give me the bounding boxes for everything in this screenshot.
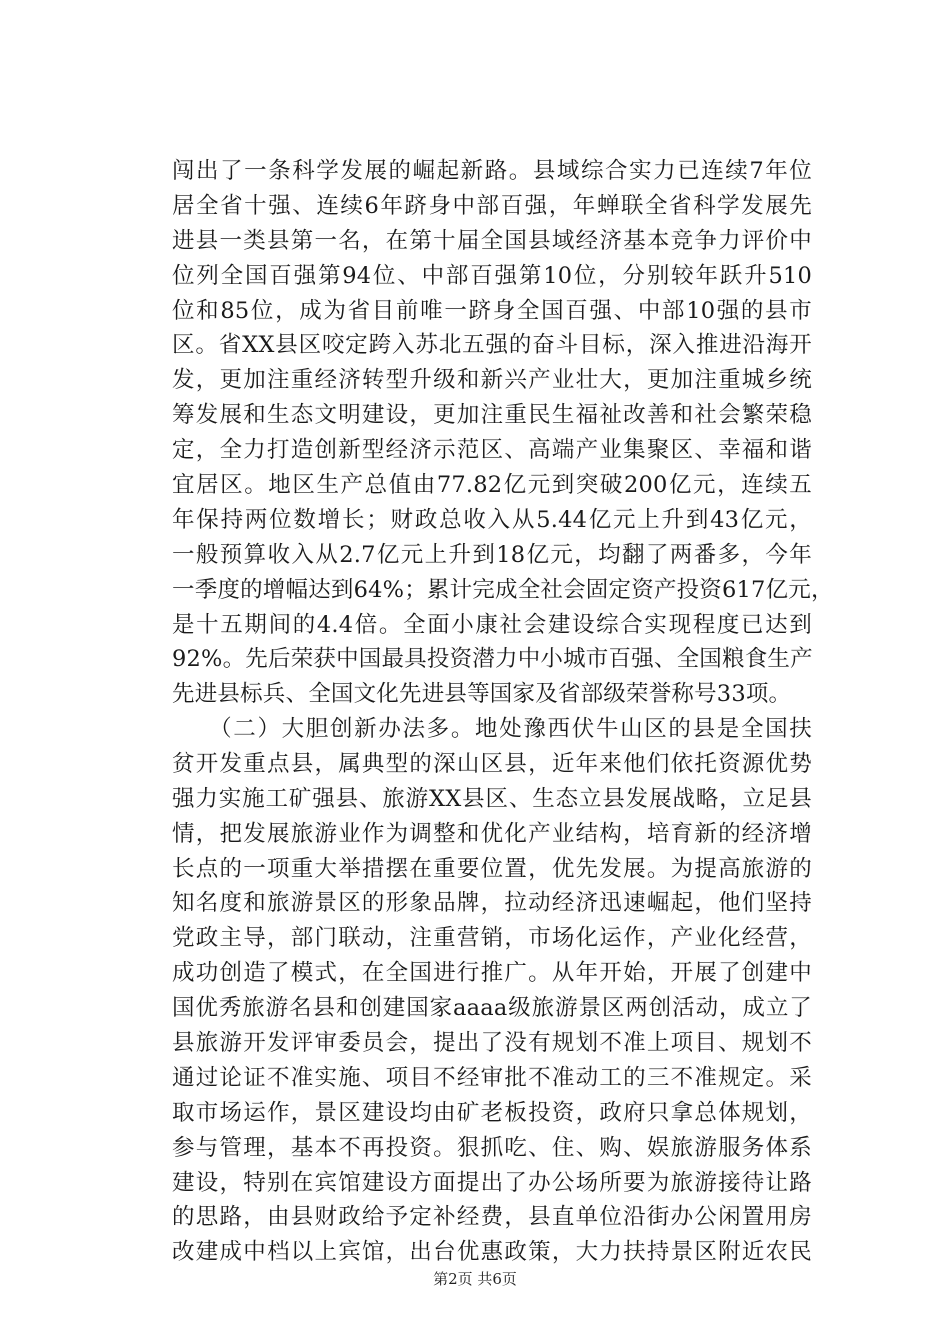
paragraph-2 — [172, 712, 812, 1270]
text-line: 强力实施工矿强县、旅游XX县区、生态立县发展战略，立足县 — [172, 785, 812, 812]
text-line: 先进县标兵、全国文化先进县等国家及省部级荣誉称号33项。 — [172, 681, 792, 708]
text-line: 是十五期间的4.4倍。全面小康社会建设综合实现程度已达到 — [172, 611, 812, 638]
paragraph-1 — [172, 154, 834, 712]
text-line: 取市场运作，景区建设均由矿老板投资，政府只拿总体规划， — [172, 1099, 812, 1126]
text-line: 进县一类县第一名，在第十届全国县域经济基本竞争力评价中 — [172, 227, 812, 254]
text-line: 宜居区。地区生产总值由77.82亿元到突破200亿元，连续五 — [172, 472, 812, 499]
text-line: 改建成中档以上宾馆，出台优惠政策，大力扶持景区附近农民 — [172, 1239, 812, 1266]
text-line: 国优秀旅游名县和创建国家aaaa级旅游景区两创活动，成立了 — [172, 995, 812, 1022]
text-line: 定，全力打造创新型经济示范区、高端产业集聚区、幸福和谐 — [172, 437, 812, 464]
page-footer — [0, 1268, 950, 1289]
text-line: 年保持两位数增长；财政总收入从5.44亿元上升到43亿元， — [172, 506, 812, 533]
text-line: 通过论证不准实施、项目不经审批不准动工的三不准规定。采 — [172, 1064, 812, 1091]
text-line: 闯出了一条科学发展的崛起新路。县域综合实力已连续7年位 — [172, 158, 812, 184]
text-line: 位和85位，成为省目前唯一跻身全国百强、中部10强的县市 — [172, 297, 812, 324]
text-line: 一般预算收入从2.7亿元上升到18亿元，均翻了两番多，今年 — [172, 541, 812, 568]
text-line: 参与管理，基本不再投资。狠抓吃、住、购、娱旅游服务体系 — [172, 1134, 812, 1161]
text-line: 筹发展和生态文明建设，更加注重民生福祉改善和社会繁荣稳 — [172, 402, 812, 429]
text-line: 位列全国百强第94位、中部百强第10位，分别较年跃升510 — [172, 262, 812, 289]
text-line: 发，更加注重经济转型升级和新兴产业壮大，更加注重城乡统 — [172, 367, 812, 394]
text-line: 区。省XX县区咬定跨入苏北五强的奋斗目标，深入推进沿海开 — [172, 332, 812, 359]
text-line: 县旅游开发评审委员会，提出了没有规划不准上项目、规划不 — [172, 1030, 812, 1057]
text-line: 92%。先后荣获中国最具投资潜力中小城市百强、全国粮食生产 — [172, 646, 813, 673]
text-line: 建设，特别在宾馆建设方面提出了办公场所要为旅游接待让路 — [172, 1169, 812, 1196]
text-line: 的思路，由县财政给予定补经费，县直单位沿街办公闲置用房 — [172, 1204, 812, 1231]
text-line: 长点的一项重大举措摆在重要位置，优先发展。为提高旅游的 — [172, 855, 812, 882]
text-line: 一季度的增幅达到64%；累计完成全社会固定资产投资617亿元， — [172, 576, 834, 603]
text-line: （二）大胆创新办法多。地处豫西伏牛山区的县是全国扶 — [172, 716, 812, 742]
text-line: 居全省十强、连续6年跻身中部百强，年蝉联全省科学发展先 — [172, 192, 812, 219]
text-line: 知名度和旅游景区的形象品牌，拉动经济迅速崛起，他们坚持 — [172, 890, 812, 917]
text-line: 情，把发展旅游业作为调整和优化产业结构，培育新的经济增 — [172, 820, 812, 847]
text-line: 成功创造了模式，在全国进行推广。从年开始，开展了创建中 — [172, 960, 812, 987]
page-number-label: 第2页 共6页 — [433, 1270, 517, 1288]
text-line: 党政主导，部门联动，注重营销，市场化运作，产业化经营， — [172, 925, 812, 952]
text-line: 贫开发重点县，属典型的深山区县，近年来他们依托资源优势 — [172, 750, 812, 777]
